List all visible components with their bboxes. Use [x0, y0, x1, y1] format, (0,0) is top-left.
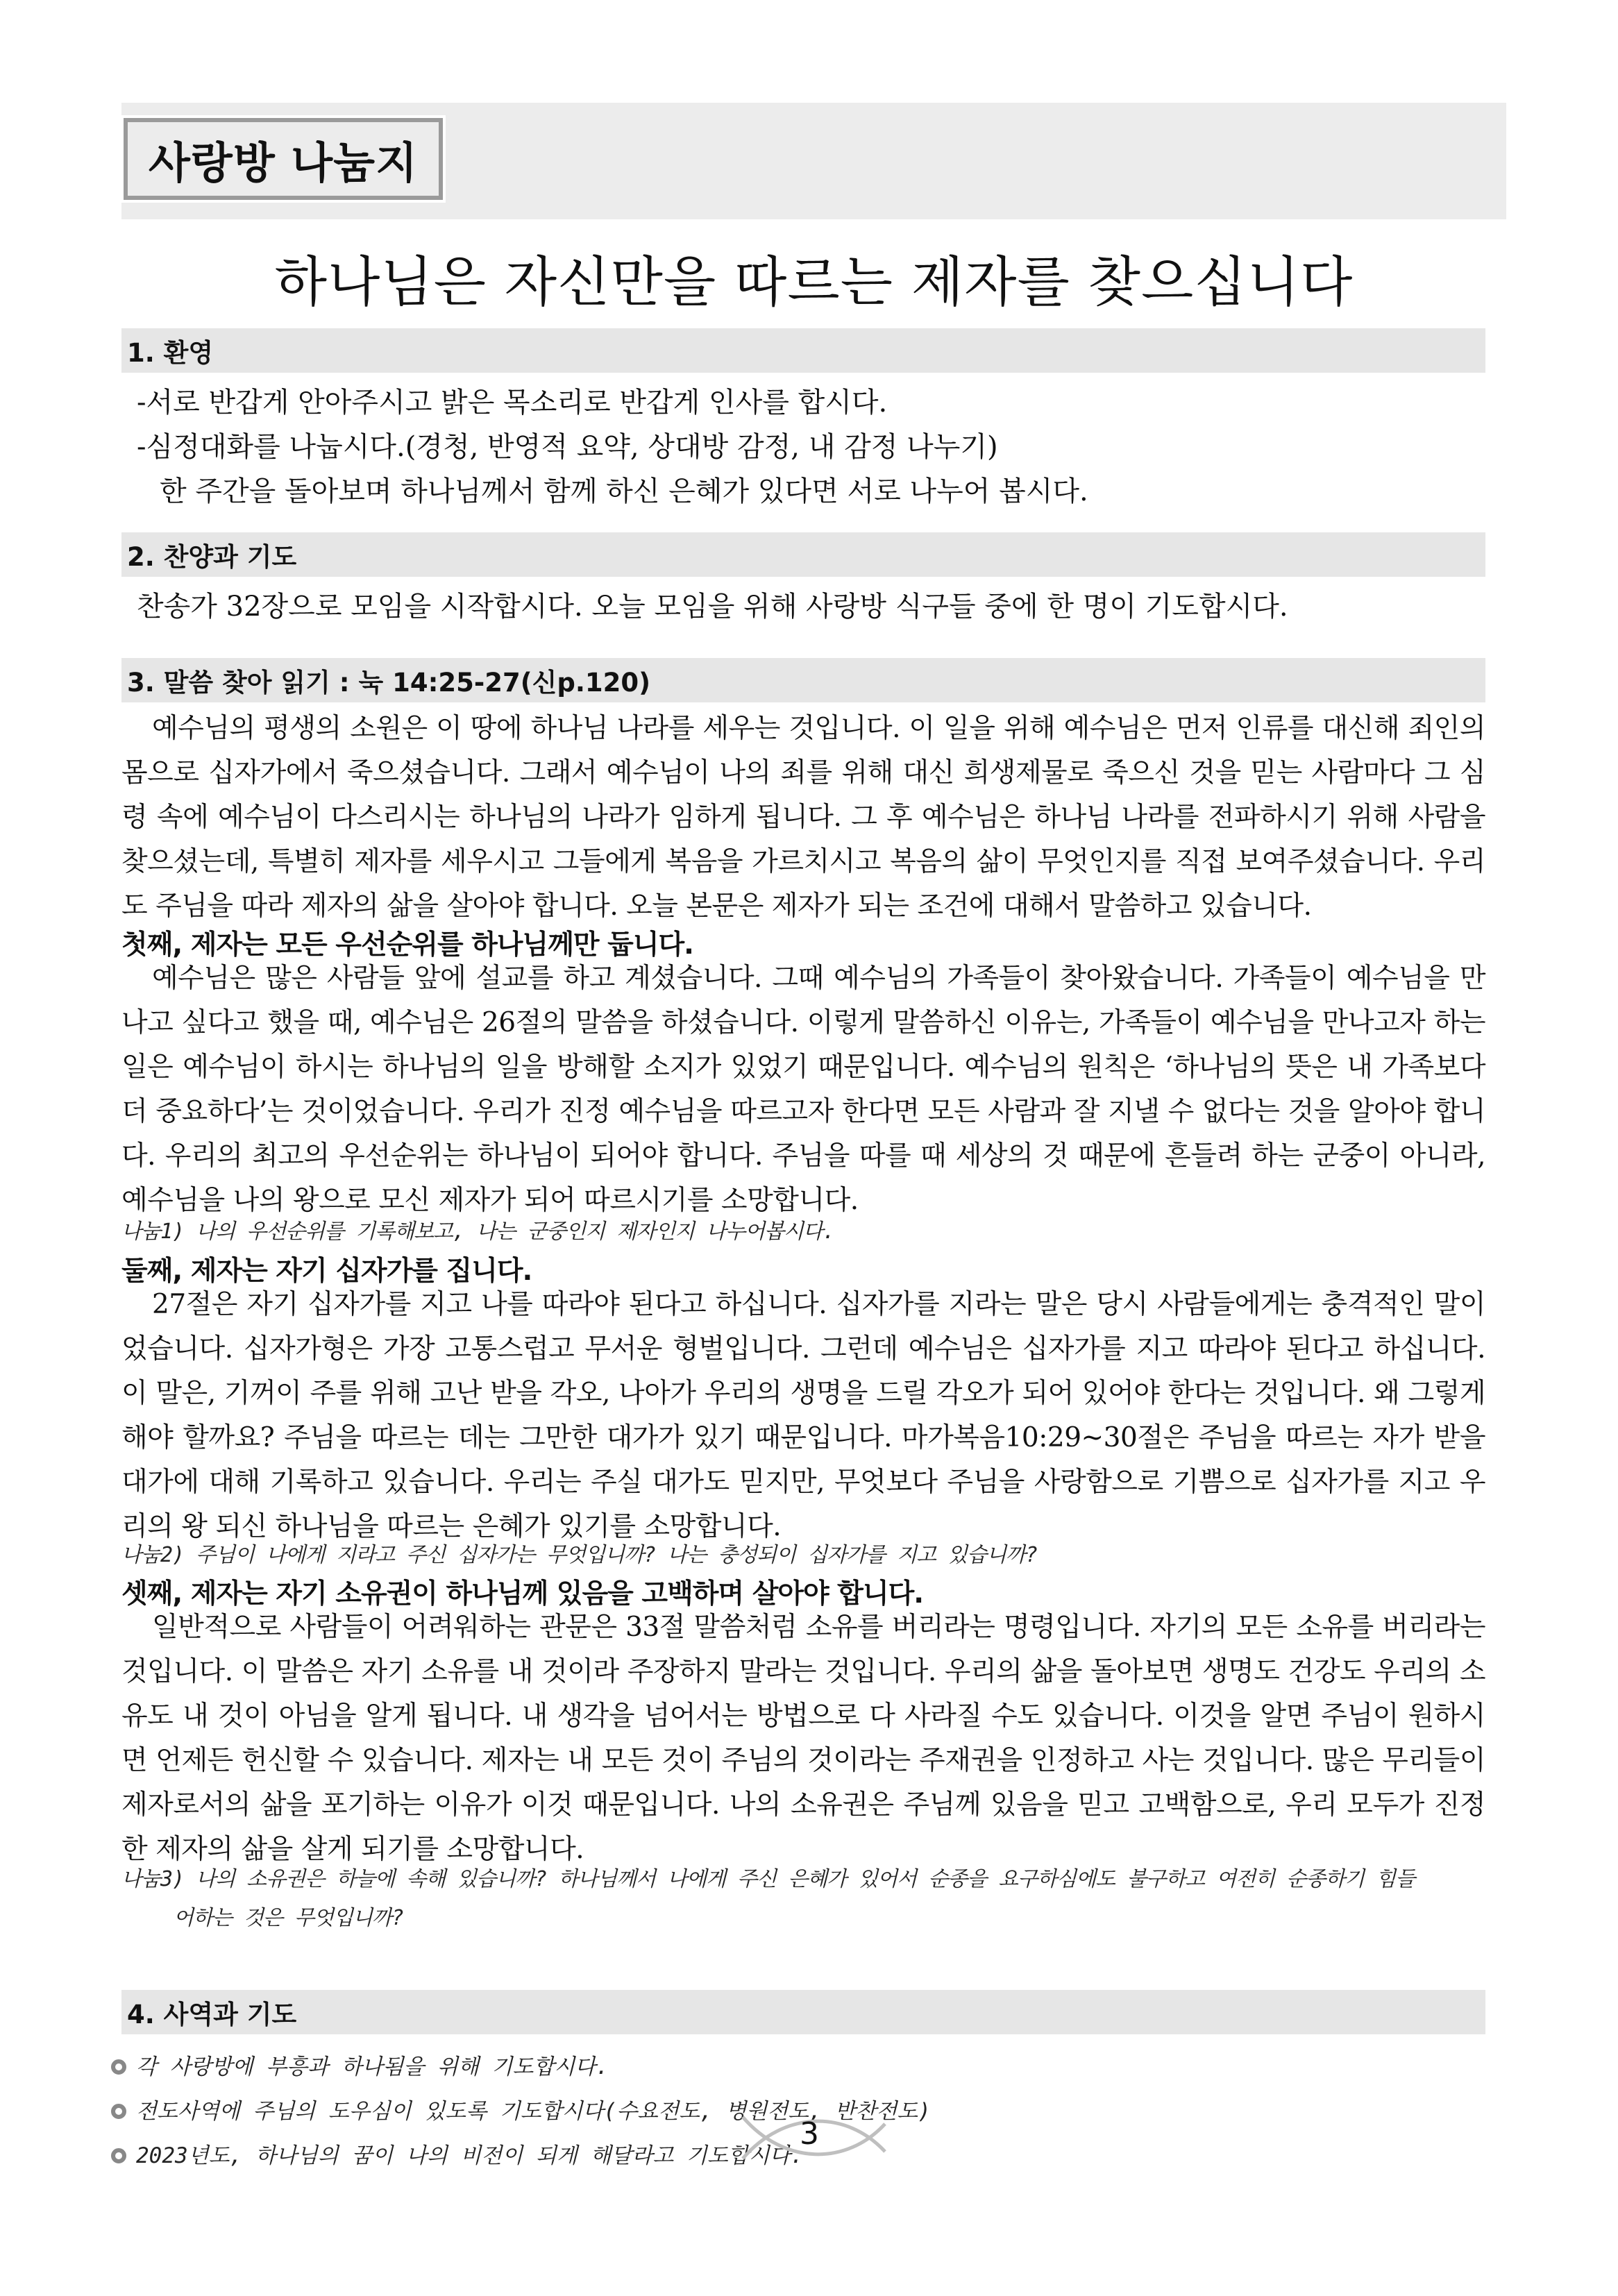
- prayer-item-text: 전도사역에 주님의 도우심이 있도록 기도합시다(수요전도, 병원전도, 반찬전도): [136, 2099, 931, 2124]
- share-question-1: 나눔1) 나의 우선순위를 기록해보고, 나는 군중인지 제자인지 나누어봅시다.: [121, 1219, 835, 1244]
- point-2-text: 27절은 자기 십자가를 지고 나를 따라야 된다고 하십니다. 십자가를 지라는 말은 당시 사람들에게는 충격적인 말이었습니다. 십자가형은 가장 고통스럽고 무서운 형벌입니다. 그런데 예수님은 십자가를 지고 따라야 된다고 하십니다. 이 말은, 기꺼이 주를 위해 고난 받을 각오, 나아가 우리의 생명을 드릴 각오가 되어 있어야 한다는 것입니다. 왜 그렇게 해야 할까요? 주님을 따르는 데는 그만한 대가가 있기 때문입니다. 마가복음10:29~30절은 주님을 따르는 자가 받을 대가에 대해 기록하고 있습니다. 우리는 주실 대가도 믿지만, 무엇보다 주님을 사랑함으로 기쁨으로 십자가를 지고 우리의 왕 되신 하나님을 따르는 은혜가 있기를 소망합니다.: [121, 1289, 1485, 1542]
- point-3-title: 셋째, 제자는 자기 소유권이 하나님께 있음을 고백하며 살아야 합니다.: [121, 1578, 924, 1610]
- section-heading-label: 2. 찬양과 기도: [127, 542, 297, 572]
- page-number: 3: [800, 2116, 819, 2152]
- prayer-item-text: 각 사랑방에 부흥과 하나됨을 위해 기도합시다.: [136, 2054, 609, 2079]
- praise-text: 찬송가 32장으로 모임을 시작합시다. 오늘 모임을 위해 사랑방 식구들 중에 한 명이 기도합시다.: [137, 591, 1288, 623]
- sheet-tag-label: 사랑방 나눔지: [149, 137, 418, 188]
- section-heading-scripture: [121, 658, 1485, 702]
- bullet-icon: [111, 2104, 126, 2119]
- scripture-intro: 예수님의 평생의 소원은 이 땅에 하나님 나라를 세우는 것입니다. 이 일을 위해 예수님은 먼저 인류를 대신해 죄인의 몸으로 십자가에서 죽으셨습니다. 그래서 예수님이 나의 죄를 위해 대신 희생제물로 죽으신 것을 믿는 사람마다 그 심령 속에 예수님이 다스리시는 하나님의 나라가 임하게 됩니다. 그 후 예수님은 하나님 나라를 전파하시기 위해 사람을 찾으셨는데, 특별히 제자를 세우시고 그들에게 복음을 가르치시고 복음의 삶이 무엇인지를 직접 보여주셨습니다. 우리도 주님을 따라 제자의 삶을 살아야 합니다. 오늘 본문은 제자가 되는 조건에 대해서 말씀하고 있습니다.: [121, 713, 1485, 922]
- share-question-3: 나눔3) 나의 소유권은 하늘에 속해 있습니까? 하나님께서 나에게 주신 은혜가 있어서 순종을 요구하심에도 불구하고 여전히 순종하기 힘들: [121, 1867, 1415, 1891]
- sheet-tag: [124, 118, 443, 200]
- section-heading-welcome: [121, 328, 1485, 373]
- point-3-text: 일반적으로 사람들이 어려워하는 관문은 33절 말씀처럼 소유를 버리라는 명령입니다. 자기의 모든 소유를 버리라는 것입니다. 이 말씀은 자기 소유를 내 것이라 주장하지 말라는 것입니다. 우리의 삶을 돌아보면 생명도 건강도 우리의 소유도 내 것이 아님을 알게 됩니다. 내 생각을 넘어서는 방법으로 다 사라질 수도 있습니다. 이것을 알면 주님이 원하시면 언제든 헌신할 수 있습니다. 제자는 내 모든 것이 주님의 것이라는 주재권을 인정하고 사는 것입니다. 많은 무리들이 제자로서의 삶을 포기하는 이유가 이것 때문입니다. 나의 소유권은 주님께 있음을 믿고 고백함으로, 우리 모두가 진정한 제자의 삶을 살게 되기를 소망합니다.: [121, 1612, 1485, 1865]
- point-2-title: 둘째, 제자는 자기 십자가를 집니다.: [121, 1256, 532, 1287]
- section-heading-label: 1. 환영: [127, 338, 214, 368]
- point-1-title: 첫째, 제자는 모든 우선순위를 하나님께만 둡니다.: [121, 929, 693, 961]
- welcome-lines: [121, 380, 1485, 514]
- share-question-3-cont: 어하는 것은 무엇입니까?: [174, 1906, 403, 1930]
- section-heading-label: 3. 말씀 찾아 읽기 : 눅 14:25-27(신p.120): [127, 668, 651, 698]
- welcome-line: -심정대화를 나눕시다.(경청, 반영적 요약, 상대방 감정, 내 감정 나누기): [137, 431, 998, 463]
- prayer-item: [111, 2045, 1475, 2089]
- bullet-icon: [111, 2059, 126, 2075]
- bullet-icon: [111, 2148, 126, 2163]
- section-heading-ministry: [121, 1990, 1485, 2034]
- page-title: 하나님은 자신만을 따르는 제자를 찾으십니다: [274, 251, 1354, 314]
- section-heading-label: 4. 사역과 기도: [127, 2000, 297, 2029]
- prayer-item-text: 2023년도, 하나님의 꿈이 나의 비전이 되게 해달라고 기도합시다.: [136, 2143, 804, 2168]
- section-heading-praise: [121, 532, 1485, 577]
- welcome-line: -서로 반갑게 안아주시고 밝은 목소리로 반갑게 인사를 합시다.: [137, 387, 888, 419]
- welcome-line: 한 주간을 돌아보며 하나님께서 함께 하신 은혜가 있다면 서로 나누어 봅시다.: [160, 475, 1088, 507]
- share-question-2: 나눔2) 주님이 나에게 지라고 주신 십자가는 무엇입니까? 나는 충성되이 십자가를 지고 있습니까?: [121, 1543, 1038, 1567]
- praise-text-block: [121, 584, 1485, 629]
- point-1-text: 예수님은 많은 사람들 앞에 설교를 하고 계셨습니다. 그때 예수님의 가족들이 찾아왔습니다. 가족들이 예수님을 만나고 싶다고 했을 때, 예수님은 26절의 말씀을 하셨습니다. 이렇게 말씀하신 이유는, 가족들이 예수님을 만나고자 하는 일은 예수님이 하시는 하나님의 일을 방해할 소지가 있었기 때문입니다. 예수님의 원칙은 ‘하나님의 뜻은 내 가족보다 더 중요하다’는 것이었습니다. 우리가 진정 예수님을 따르고자 한다면 모든 사람과 잘 지낼 수 없다는 것을 알아야 합니다. 우리의 최고의 우선순위는 하나님이 되어야 합니다. 주님을 따를 때 세상의 것 때문에 흔들려 하는 군중이 아니라, 예수님을 나의 왕으로 모신 제자가 되어 따르시기를 소망합니다.: [121, 963, 1485, 1216]
